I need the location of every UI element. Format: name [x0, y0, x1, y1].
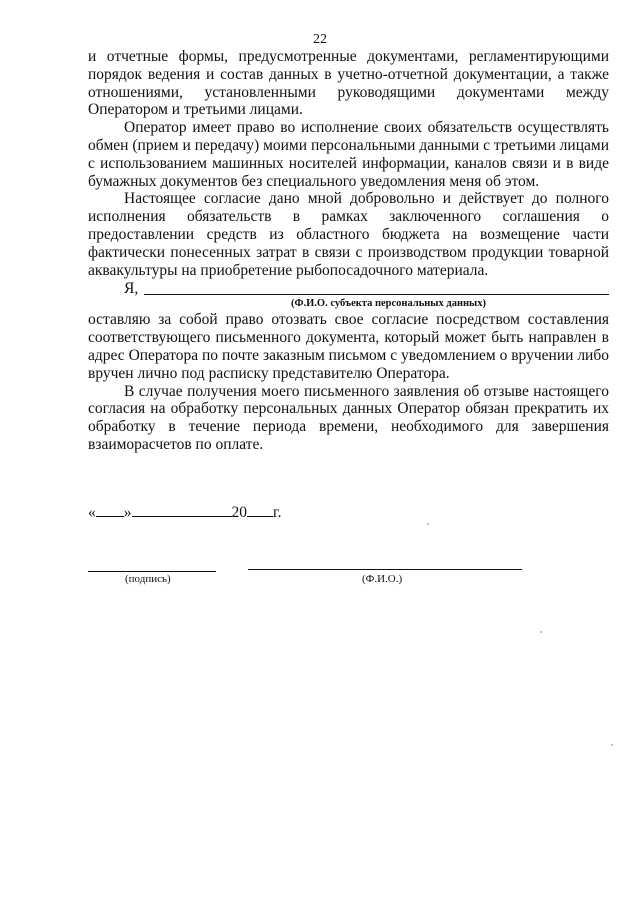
- subject-name-field[interactable]: [144, 294, 609, 295]
- date-close-quote: »: [123, 504, 132, 521]
- year-field[interactable]: [247, 502, 273, 517]
- subject-name-line: [88, 280, 609, 298]
- paragraph: оставляю за собой право отозвать свое согласие посредством составления соответствующего письменного документа, который может быть направлен в адрес Оператора по почте заказным письмом с уведомлением о вручении либо вручен лично под расписку представителю Оператора.: [88, 311, 609, 382]
- scan-speck: [540, 631, 542, 633]
- name-field[interactable]: [248, 569, 522, 570]
- signature-caption: (подпись): [125, 573, 171, 585]
- scan-speck: [611, 744, 613, 746]
- date-line: [88, 502, 281, 522]
- page-number: 22: [313, 32, 327, 47]
- scan-speck: [427, 523, 429, 525]
- year-prefix: 20: [231, 504, 247, 521]
- date-open-quote: «: [88, 504, 96, 521]
- paragraph: В случае получения моего письменного заявления об отзыве настоящего согласия на обработку персональных данных Оператор обязан прекратить их обработку в течение периода времени, необходимого для завершения взаиморасчетов по оплате.: [88, 382, 609, 453]
- paragraph: и отчетные формы, предусмотренные документами, регламентирующими порядок ведения и состав данных в учетно-отчетной документации, а также отношениями, установленными руководящими документами между Оператором и третьими лицами.: [88, 48, 609, 119]
- paragraph: Оператор имеет право во исполнение своих обязательств осуществлять обмен (прием и передачу) моими персональными данными с третьими лицами с использованием машинных носителей информации, каналов связи и в виде бумажных документов без специального уведомления меня об этом.: [88, 119, 609, 190]
- month-field[interactable]: [132, 502, 232, 517]
- ya-label: Я,: [124, 280, 139, 298]
- subject-name-caption: (Ф.И.О. субъекта персональных данных): [291, 298, 486, 310]
- year-suffix: г.: [273, 504, 282, 521]
- document-body: [88, 48, 609, 454]
- signature-field[interactable]: [88, 571, 216, 572]
- name-caption: (Ф.И.О.): [362, 573, 403, 585]
- paragraph: Настоящее согласие дано мной добровольно и действует до полного исполнения обязательств в рамках заключенного соглашения о предоставлении средств из областного бюджета на возмещение части фактически понесенных затрат в связи с производством продукции товарной аквакультуры на приобретение рыбопосадочного материала.: [88, 190, 609, 279]
- day-field[interactable]: [96, 502, 124, 517]
